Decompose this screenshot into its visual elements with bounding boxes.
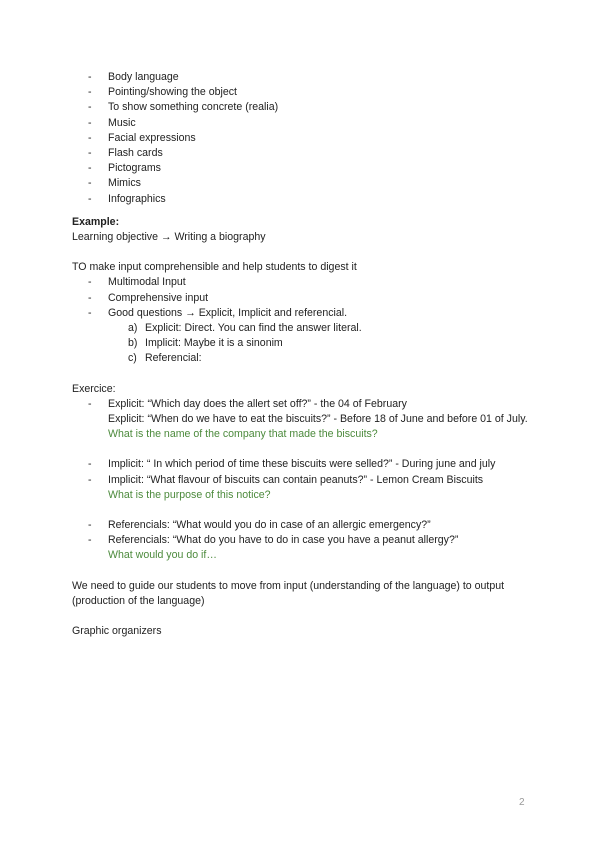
list-item: - Mimics bbox=[72, 176, 532, 191]
list-item: - Music bbox=[72, 116, 532, 131]
list-item-text: Implicit: Maybe it is a sinonim bbox=[145, 337, 283, 350]
comprehensible-intro: TO make input comprehensible and help students to digest it bbox=[72, 261, 357, 274]
list-item: - Flash cards bbox=[72, 146, 532, 161]
page-number: 2 bbox=[519, 797, 525, 808]
guide-paragraph: We need to guide our students to move from input (understanding of the language) to output (production of the language) bbox=[72, 579, 505, 607]
list-item: - Facial expressions bbox=[72, 131, 532, 146]
explicit-list bbox=[72, 397, 532, 412]
explicit-question-green: What is the name of the company that made the biscuits? bbox=[108, 428, 378, 441]
graphic-organizers-line: Graphic organizers bbox=[72, 625, 162, 638]
list-item bbox=[72, 306, 532, 321]
comprehensible-list bbox=[72, 275, 532, 321]
list-item: - To show something concrete (realia) bbox=[72, 100, 532, 115]
list-item: - Referencials: “What do you have to do in case you have a peanut allergy?” bbox=[72, 533, 532, 548]
list-item: - Implicit: “ In which period of time these biscuits were selled?” - During june and july bbox=[72, 457, 532, 472]
list-item bbox=[72, 336, 532, 351]
list-item: - Pictograms bbox=[72, 161, 532, 176]
list-letter: c) bbox=[128, 352, 137, 365]
list-item: - Infographics bbox=[72, 192, 532, 207]
referencial-list bbox=[72, 518, 532, 548]
list-item bbox=[72, 321, 532, 336]
example-line: Learning objective → Writing a biography bbox=[72, 231, 266, 244]
list-item bbox=[72, 351, 532, 366]
questions-item-text: Good questions → Explicit, Implicit and referencial. bbox=[108, 306, 348, 319]
list-item: - Body language bbox=[72, 70, 532, 85]
list-item-text: Referencial: bbox=[145, 352, 202, 365]
list-item: - Referencials: “What would you do in case of an allergic emergency?” bbox=[72, 518, 532, 533]
list-item: - Explicit: “Which day does the allert set off?” - the 04 of February bbox=[72, 397, 532, 412]
example-heading: Example: bbox=[72, 215, 120, 228]
list-item: - Pointing/showing the object bbox=[72, 85, 532, 100]
list-item-text: Explicit: Direct. You can find the answer literal. bbox=[145, 322, 362, 335]
list-item: - Implicit: “What flavour of biscuits can contain peanuts?” - Lemon Cream Biscuits bbox=[72, 473, 532, 488]
implicit-list bbox=[72, 457, 532, 487]
list-item: - Comprehensive input bbox=[72, 291, 532, 306]
referencial-question-green: What would you do if… bbox=[108, 549, 217, 562]
list-item: - Multimodal Input bbox=[72, 275, 532, 290]
question-types-list bbox=[72, 321, 532, 367]
list-letter: b) bbox=[128, 337, 138, 350]
implicit-question-green: What is the purpose of this notice? bbox=[108, 488, 271, 501]
list-letter: a) bbox=[128, 322, 138, 335]
page-content bbox=[72, 70, 532, 639]
explicit-continuation: Explicit: “When do we have to eat the biscuits?” - Before 18 of June and before 01 of July. bbox=[108, 413, 528, 426]
communication-strategies-list bbox=[72, 70, 532, 207]
exercice-label: Exercice: bbox=[72, 382, 116, 395]
